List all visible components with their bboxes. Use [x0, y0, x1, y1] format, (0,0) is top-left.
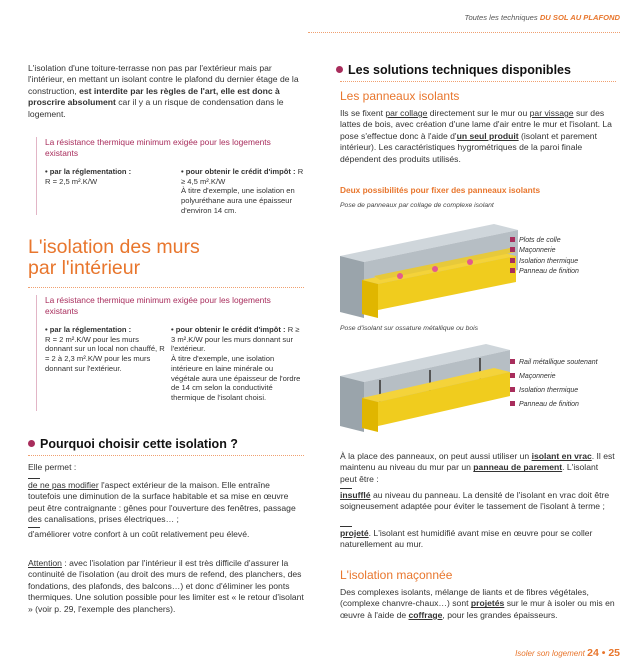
intro-paragraph: L'isolation d'une toiture-terrasse non pas par l'extérieur mais par l'intérieur, en mettant un isolant contre le plafond du dernier étage de la construction, est interdite par les règles de l'art, elle est donc à proscrire absolument car il y a un risque de condensation dans le logement. — [28, 63, 299, 119]
marker-icon — [510, 401, 515, 406]
label-3: Isolation thermique — [510, 257, 579, 267]
requirement-box-walls — [36, 295, 302, 411]
label-2: Maçonnerie — [510, 370, 598, 384]
attention-paragraph: Attention : avec l'isolation par l'intérieur il est très difficile d'assurer la continuité de l'isolation (au droit des murs de refend, des planchers, des fondations, des plafonds, des balcons…) et donc d'éliminer les ponts thermiques. Une solution possible pour les limiter est « le retour d'isolant » (voir p. 29, l'exemple des planchers). — [28, 558, 304, 614]
bullet-dot-icon — [336, 66, 343, 73]
label-1: Rail métallique soutenant — [510, 356, 598, 370]
box-right: • pour obtenir le crédit d'impôt : R ≥ 3 m².K/W pour les murs donnant sur l'extérieur. À titre d'exemple, une isolation intérieure en laine minérale ou végétale aura une épaisseur de l'ordre de 14 cm selon la conductivité thermique de l'isolant choisi. — [171, 325, 301, 403]
label-1: Plots de colle — [510, 236, 579, 246]
dash-icon — [340, 488, 352, 489]
page-numbers: 24 • 25 — [587, 647, 620, 660]
benefit-2: d'améliorer votre confort à un coût relativement peu élevé. — [28, 529, 250, 539]
panneaux-title: Les panneaux isolants — [340, 89, 460, 103]
running-header: Toutes les techniques DU SOL AU PLAFOND — [464, 13, 620, 22]
box-right: • pour obtenir le crédit d'impôt : R ≥ 4,5 m².K/W À titre d'exemple, une isolation en polyuréthane aura une épaisseur d'environ 14 cm. — [181, 167, 304, 215]
insuffle-item: insufflé au niveau du panneau. La densité de l'isolant en vrac doit être soigneusement adaptée pour éviter le tassement de l'isolant à terme ; — [340, 490, 610, 512]
dash-icon — [28, 478, 40, 479]
figure-caption-2: Pose d'isolant sur ossature métallique ou bois — [340, 325, 479, 332]
marker-icon — [510, 247, 515, 252]
marker-icon — [510, 373, 515, 378]
figure-2-labels — [510, 356, 598, 412]
label-2: Maçonnerie — [510, 246, 579, 256]
label-4: Panneau de finition — [510, 398, 598, 412]
diagram-glue-panels — [340, 224, 520, 318]
solutions-title: Les solutions techniques disponibles — [336, 63, 571, 78]
label-3: Isolation thermique — [510, 384, 598, 398]
marker-icon — [510, 359, 515, 364]
section-rule — [28, 455, 304, 456]
murs-title: L'isolation des murs par l'intérieur — [28, 236, 200, 279]
requirement-box-roof — [36, 137, 302, 215]
benefit-1: de ne pas modifier l'aspect extérieur de la maison. Elle entraîne toutefois une diminution de la surface habitable et sa mise en œuvre peut être contraignante : gênes pour l'ouverture des fenêtres, passage des canalisations, prises électriques… ; — [28, 480, 296, 525]
page-footer — [515, 647, 620, 661]
footer-label: Isoler son logement — [515, 649, 585, 659]
elle-permet: Elle permet : — [28, 462, 77, 472]
vrac-paragraph: À la place des panneaux, on peut aussi utiliser un isolant en vrac. Il est maintenu au niveau du mur par un panneau de parement. L'isolant peut être : — [340, 451, 615, 484]
dash-icon — [340, 526, 352, 527]
deux-possibilites: Deux possibilités pour fixer des panneaux isolants — [340, 185, 541, 195]
box-left: • par la réglementation : R = 2 m².K/W pour les murs donnant sur un local non chauffé, R = 2 à 2,3 m².K/W pour les murs donnant sur l'extérieur. — [45, 325, 165, 373]
panneaux-paragraph: Ils se fixent par collage directement sur le mur ou par vissage sur des lattes de bois, avec création d'une lame d'air entre le mur et l'isolant. La pose s'effectue donc à l'aide d'un seul produit (isolant et parement intérieur). Les caractéristiques hygrométriques de la paroi finale dépendent des produits utilisés. — [340, 108, 612, 164]
dash-icon — [28, 527, 40, 528]
section-rule — [28, 287, 304, 288]
figure-1-labels — [510, 236, 579, 278]
maconnee-title: L'isolation maçonnée — [340, 568, 453, 582]
marker-icon — [510, 387, 515, 392]
header-section: DU SOL AU PLAFOND — [539, 13, 620, 22]
maconnee-paragraph: Des complexes isolants, mélange de liants et de fibres végétales, (complexe chanvre-chaux…) sont projetés sur le mur à isoler ou mis en œuvre à l'aide de coffrage, pour les grandes épaisseurs. — [340, 587, 615, 620]
marker-icon — [510, 258, 515, 263]
marker-icon — [510, 237, 515, 242]
box-title: La résistance thermique minimum exigée pour les logements existants — [45, 137, 271, 158]
figure-caption-1: Pose de panneaux par collage de complexe isolant — [340, 202, 494, 209]
diagram-metal-frame — [340, 340, 510, 432]
header-rule — [308, 32, 620, 33]
box-left: • par la réglementation : R = 2,5 m².K/W — [45, 167, 132, 186]
bullet-dot-icon — [28, 440, 35, 447]
box-title: La résistance thermique minimum exigée pour les logements existants — [45, 295, 271, 316]
label-4: Panneau de finition — [510, 267, 579, 277]
pourquoi-title: Pourquoi choisir cette isolation ? — [28, 437, 238, 452]
projete-item: projeté. L'isolant est humidifié avant mise en œuvre pour se coller naturellement au mur. — [340, 528, 593, 550]
marker-icon — [510, 268, 515, 273]
section-rule — [340, 81, 616, 82]
